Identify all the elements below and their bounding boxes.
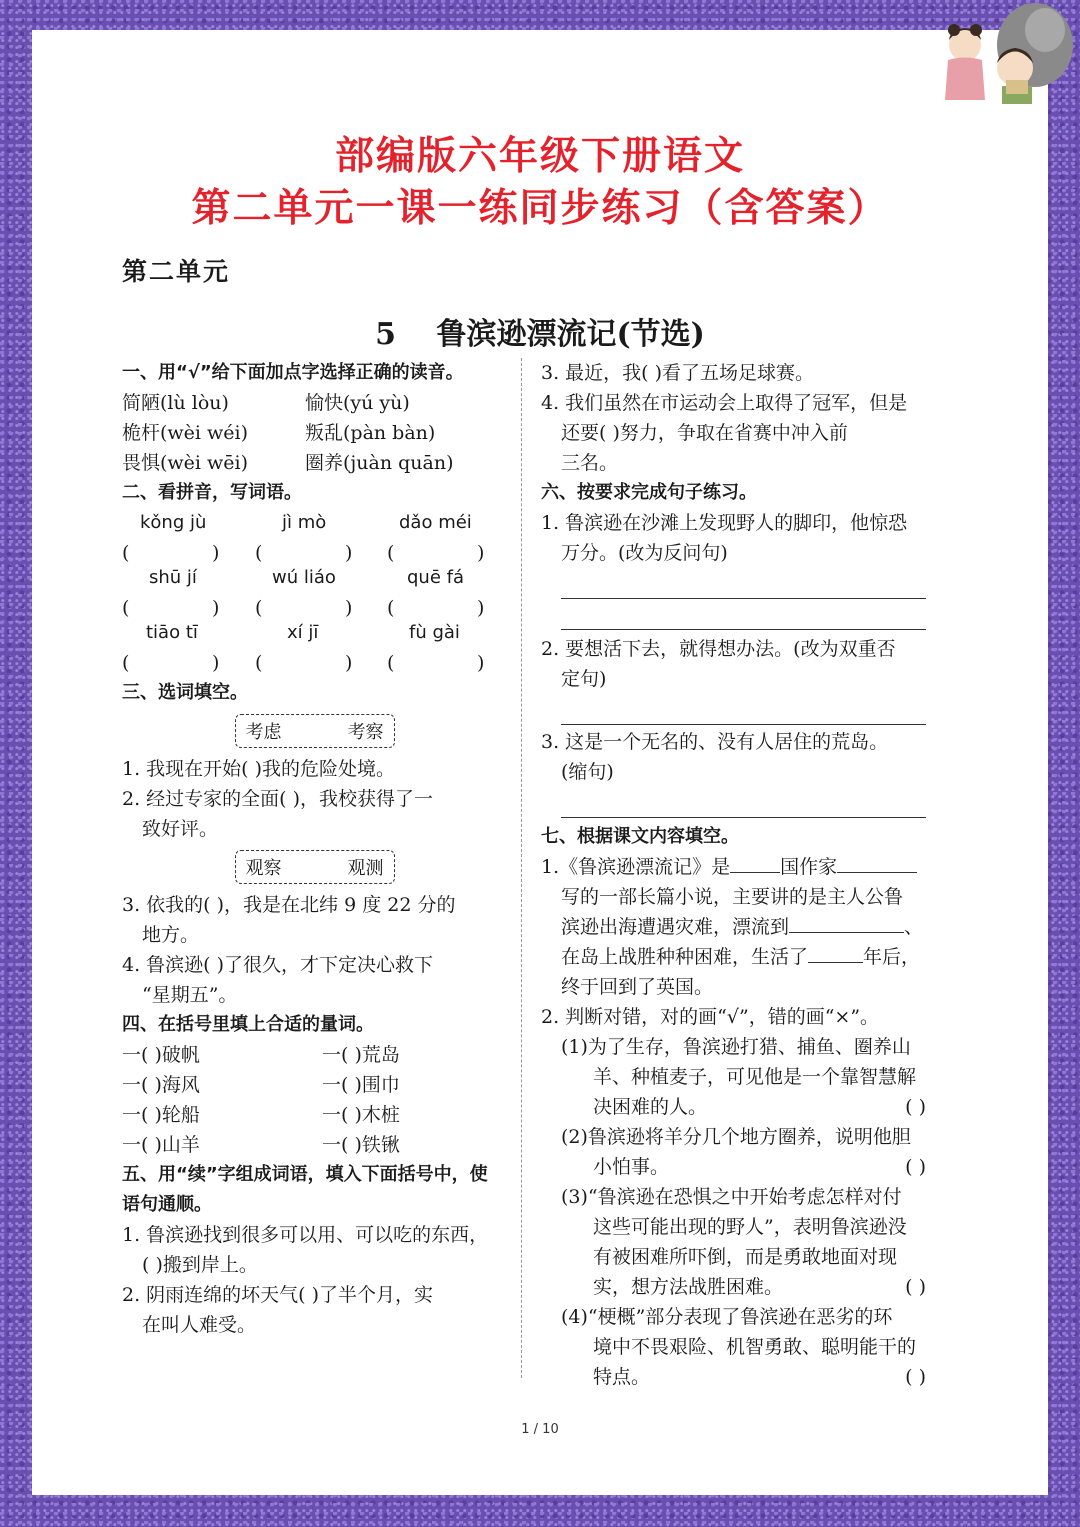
text-fragment: 小怕事。 — [593, 1156, 670, 1178]
judge-item-continued: 这些可能出现的野人”，表明鲁滨逊没 — [593, 1216, 907, 1238]
paren: ( — [122, 597, 130, 619]
fill-blank[interactable] — [837, 854, 917, 873]
paren: ( — [255, 652, 263, 674]
right-column — [541, 358, 926, 1392]
children-reading-illustration — [940, 0, 1075, 110]
question-continued: “星期五”。 — [142, 984, 238, 1006]
pinyin-choice-row — [122, 448, 507, 478]
word-option: 考虑 — [245, 722, 282, 743]
paren: ( — [387, 542, 395, 564]
pinyin-text: kǒng jù — [140, 512, 207, 533]
measure-word-blank[interactable]: 一( )铁锹 — [322, 1134, 400, 1156]
question: 2. 判断对错，对的画“√”，错的画“×”。 — [541, 1006, 880, 1028]
text-fragment: 特点。 — [593, 1366, 651, 1388]
judge-item-continued — [541, 1272, 926, 1302]
paren: ) — [212, 542, 220, 564]
measure-word-blank[interactable]: 一( )轮船 — [122, 1104, 200, 1126]
pinyin-choice[interactable]: 愉快(yú yù) — [305, 392, 410, 414]
judge-item-continued — [541, 1092, 926, 1122]
question: 1. 鲁滨逊在沙滩上发现野人的脚印，他惊恐 — [541, 512, 908, 534]
pinyin-text: tiāo tī — [146, 622, 198, 643]
measure-word-row[interactable] — [122, 1130, 507, 1160]
judge-item-continued — [541, 1362, 926, 1392]
text-fragment: 在岛上战胜种种困难，生活了 — [561, 946, 809, 968]
paren: ( — [387, 652, 395, 674]
question: 4. 我们虽然在市运动会上取得了冠军，但是 — [541, 392, 908, 414]
paren: ) — [477, 542, 485, 564]
answer-blank-row[interactable] — [122, 648, 507, 678]
question-continued: 终于回到了英国。 — [561, 976, 714, 998]
section-7-title: 七、根据课文内容填空。 — [541, 826, 739, 847]
section-5-title-continued: 语句通顺。 — [122, 1194, 212, 1215]
page-number: 1 / 10 — [521, 1422, 559, 1437]
judge-item: (1)为了生存，鲁滨逊打猎、捕鱼、圈养山 — [561, 1036, 911, 1058]
question[interactable]: 1. 我现在开始( )我的危险处境。 — [122, 758, 396, 780]
pinyin-choice[interactable]: 桅杆(wèi wéi) — [122, 422, 249, 444]
pinyin-choice-row — [122, 418, 507, 448]
pinyin-row — [122, 618, 507, 648]
lesson-heading — [0, 309, 1080, 353]
paren: ) — [477, 652, 485, 674]
pinyin-text: fù gài — [409, 622, 460, 643]
answer-line[interactable] — [561, 694, 926, 725]
paren: ) — [212, 652, 220, 674]
question[interactable]: 2. 阴雨连绵的坏天气( )了半个月，实 — [122, 1284, 434, 1306]
pinyin-text: shū jí — [149, 567, 197, 588]
paren: ( — [387, 597, 395, 619]
judge-answer-blank[interactable]: ( ) — [905, 1366, 926, 1388]
text-fragment: 滨逊出海遭遇灾难，漂流到 — [561, 916, 790, 938]
answer-line[interactable] — [561, 787, 926, 818]
judge-answer-blank[interactable]: ( ) — [905, 1276, 926, 1298]
fill-blank[interactable] — [789, 914, 904, 933]
question-continued — [541, 912, 926, 942]
judge-item-continued: 羊、种植麦子，可见他是一个靠智慧解 — [593, 1066, 917, 1088]
measure-word-row[interactable] — [122, 1040, 507, 1070]
judge-item-continued — [541, 1152, 926, 1182]
paren: ) — [345, 542, 353, 564]
section-4-title: 四、在括号里填上合适的量词。 — [122, 1014, 374, 1035]
paren: ) — [477, 597, 485, 619]
judge-answer-blank[interactable]: ( ) — [905, 1096, 926, 1118]
question-continued — [541, 942, 926, 972]
judge-item: (4)“梗概”部分表现了鲁滨逊在恶劣的环 — [561, 1306, 893, 1328]
pinyin-choice-row — [122, 388, 507, 418]
measure-word-blank[interactable]: 一( )木桩 — [322, 1104, 400, 1126]
document-title-line-2: 第二单元一课一练同步练习（含答案） — [191, 186, 889, 231]
question-continued[interactable]: ( )搬到岸上。 — [142, 1254, 258, 1276]
question[interactable]: 4. 鲁滨逊( )了很久，才下定决心救下 — [122, 954, 434, 976]
pinyin-text: quē fá — [407, 567, 464, 588]
text-fragment: 1.《鲁滨逊漂流记》是 — [541, 856, 731, 878]
question-continued: 在叫人难受。 — [142, 1314, 257, 1336]
paren: ) — [212, 597, 220, 619]
answer-line[interactable] — [561, 599, 926, 630]
section-6-title: 六、按要求完成句子练习。 — [541, 482, 757, 503]
paren: ( — [122, 652, 130, 674]
question-continued: 致好评。 — [142, 818, 219, 840]
question[interactable]: 3. 最近，我( )看了五场足球赛。 — [541, 362, 815, 384]
left-column — [122, 358, 507, 1340]
judge-item-continued: 境中不畏艰险、机智勇敢、聪明能干的 — [593, 1336, 917, 1358]
document-title-line-1: 部编版六年级下册语文 — [334, 134, 745, 179]
judge-answer-blank[interactable]: ( ) — [905, 1156, 926, 1178]
pinyin-text: wú liáo — [272, 567, 336, 588]
unit-heading: 第二单元 — [122, 257, 231, 286]
question — [541, 852, 926, 882]
word-choice-box — [235, 714, 395, 748]
judge-item: (3)“鲁滨逊在恐惧之中开始考虑怎样对付 — [561, 1186, 902, 1208]
column-divider — [521, 358, 522, 1378]
paren: ( — [255, 597, 263, 619]
answer-line[interactable] — [561, 568, 926, 599]
question[interactable]: 2. 经过专家的全面( )，我校获得了一 — [122, 788, 434, 810]
judge-item-continued: 有被困难所吓倒，而是勇敢地面对现 — [593, 1246, 898, 1268]
pinyin-choice[interactable]: 圈养(juàn quān) — [305, 452, 454, 474]
paren: ( — [122, 542, 130, 564]
measure-word-blank[interactable]: 一( )破帆 — [122, 1044, 200, 1066]
word-option: 观察 — [245, 858, 282, 879]
question-continued: 定句) — [561, 668, 607, 690]
text-fragment: 实，想方法战胜困难。 — [593, 1276, 784, 1298]
pinyin-choice[interactable]: 畏惧(wèi wēi) — [122, 452, 249, 474]
pinyin-text: jì mò — [282, 512, 327, 533]
section-1-title: 一、用“√”给下面加点字选择正确的读音。 — [122, 362, 464, 383]
lesson-title: 鲁滨逊漂流记(节选) — [436, 317, 705, 352]
question[interactable]: 3. 依我的( )，我是在北纬 9 度 22 分的 — [122, 894, 456, 916]
pinyin-row — [122, 508, 507, 538]
word-choice-box — [235, 850, 395, 884]
pinyin-choice[interactable]: 叛乱(pàn bàn) — [305, 422, 436, 444]
paren: ) — [345, 597, 353, 619]
word-option: 观测 — [347, 858, 384, 879]
question: 2. 要想活下去，就得想办法。(改为双重否 — [541, 638, 896, 660]
measure-word-blank[interactable]: 一( )围巾 — [322, 1074, 400, 1096]
measure-word-row[interactable] — [122, 1100, 507, 1130]
section-2-title: 二、看拼音，写词语。 — [122, 482, 302, 503]
text-fragment: 年后， — [863, 946, 921, 968]
pinyin-text: xí jī — [287, 622, 319, 643]
paren: ( — [255, 542, 263, 564]
question-continued: 写的一部长篇小说，主要讲的是主人公鲁 — [561, 886, 904, 908]
text-fragment: 、 — [904, 916, 924, 938]
measure-word-blank[interactable]: 一( )山羊 — [122, 1134, 200, 1156]
text-fragment: 决困难的人。 — [593, 1096, 708, 1118]
measure-word-blank[interactable]: 一( )荒岛 — [322, 1044, 400, 1066]
section-5-title: 五、用“续”字组成词语，填入下面括号中，使 — [122, 1164, 488, 1185]
pinyin-text: dǎo méi — [399, 512, 472, 533]
pinyin-choice[interactable]: 简陋(lù lòu) — [122, 392, 229, 414]
paren: ) — [345, 652, 353, 674]
word-option: 考察 — [347, 722, 384, 743]
measure-word-blank[interactable]: 一( )海风 — [122, 1074, 200, 1096]
question-continued: 万分。(改为反问句) — [561, 542, 728, 564]
pinyin-row — [122, 563, 507, 593]
fill-blank[interactable] — [730, 854, 780, 873]
judge-item: (2)鲁滨逊将羊分几个地方圈养，说明他胆 — [561, 1126, 911, 1148]
section-3-title: 三、选词填空。 — [122, 682, 248, 703]
question-continued[interactable]: 还要( )努力，争取在省赛中冲入前 — [561, 422, 848, 444]
fill-blank[interactable] — [808, 944, 863, 963]
question: 3. 这是一个无名的、没有人居住的荒岛。 — [541, 731, 889, 753]
question-continued: 三名。 — [561, 452, 619, 474]
question-continued: 地方。 — [142, 924, 200, 946]
question-continued: (缩句) — [561, 761, 614, 783]
question: 1. 鲁滨逊找到很多可以用、可以吃的东西， — [122, 1224, 489, 1246]
measure-word-row[interactable] — [122, 1070, 507, 1100]
text-fragment: 国作家 — [780, 856, 838, 878]
lesson-number: 5 — [375, 317, 397, 352]
